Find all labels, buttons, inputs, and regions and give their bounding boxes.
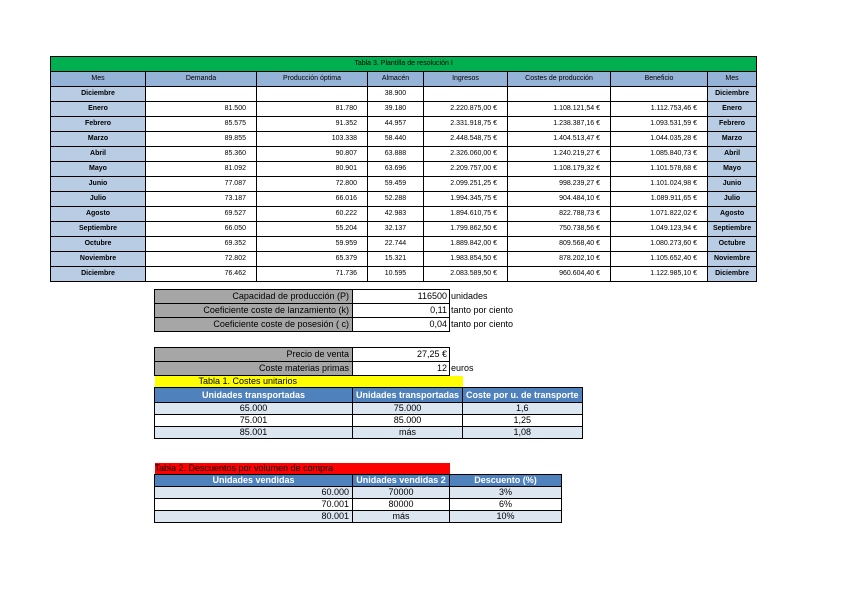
header-beneficio: Beneficio <box>611 72 708 87</box>
cell-mes2: Febrero <box>708 117 757 132</box>
cell-mes: Octubre <box>51 237 146 252</box>
cell-mes2: Diciembre <box>708 87 757 102</box>
cell-produccion: 60.222 <box>257 207 368 222</box>
cell-ingresos: 2.209.757,00 € <box>424 162 508 177</box>
table-row <box>51 87 757 102</box>
cell-ingresos: 1.894.610,75 € <box>424 207 508 222</box>
cell-beneficio: 1.122.985,10 € <box>611 267 708 282</box>
cell-mes: Septiembre <box>51 222 146 237</box>
cell-ingresos: 2.083.589,50 € <box>424 267 508 282</box>
cell-mes: Marzo <box>51 132 146 147</box>
cell-produccion: 90.807 <box>257 147 368 162</box>
cell-mes: Enero <box>51 102 146 117</box>
table-row <box>155 403 583 415</box>
cell-almacen: 15.321 <box>368 252 424 267</box>
t1-header-1: Unidades transportadas <box>155 388 353 403</box>
cell-beneficio: 1.112.753,46 € <box>611 102 708 117</box>
cell-mes2: Julio <box>708 192 757 207</box>
cell-col-3: 3% <box>450 487 562 499</box>
param-label: Coste materias primas <box>155 362 353 376</box>
header-ingresos: Ingresos <box>424 72 508 87</box>
cell-demanda: 85.575 <box>146 117 257 132</box>
table-row <box>51 147 757 162</box>
cell-produccion: 72.800 <box>257 177 368 192</box>
cell-ingresos <box>424 87 508 102</box>
table-row <box>51 207 757 222</box>
cell-col-2: 70000 <box>353 487 450 499</box>
table-row <box>51 102 757 117</box>
t1-header-2: Unidades transportadas <box>353 388 463 403</box>
cell-mes: Julio <box>51 192 146 207</box>
cell-beneficio: 1.093.531,59 € <box>611 117 708 132</box>
cell-almacen: 10.595 <box>368 267 424 282</box>
cell-produccion: 91.352 <box>257 117 368 132</box>
cell-demanda: 69.527 <box>146 207 257 222</box>
cell-ingresos: 1.889.842,00 € <box>424 237 508 252</box>
cell-costes: 904.484,10 € <box>508 192 611 207</box>
header-demanda: Demanda <box>146 72 257 87</box>
cell-beneficio: 1.071.822,02 € <box>611 207 708 222</box>
cell-col-3: 6% <box>450 499 562 511</box>
cell-costes: 998.239,27 € <box>508 177 611 192</box>
cell-demanda: 66.050 <box>146 222 257 237</box>
cell-demanda <box>146 87 257 102</box>
cell-almacen: 44.957 <box>368 117 424 132</box>
table-row <box>51 237 757 252</box>
table-row <box>51 132 757 147</box>
t2-header-3: Descuento (%) <box>450 475 562 487</box>
cell-mes2: Abril <box>708 147 757 162</box>
cell-col-2: 75.000 <box>353 403 463 415</box>
cell-demanda: 73.187 <box>146 192 257 207</box>
price-params <box>154 347 510 376</box>
cell-demanda: 77.087 <box>146 177 257 192</box>
param-value: 0,04 <box>353 318 450 332</box>
cell-almacen: 59.459 <box>368 177 424 192</box>
cell-mes: Diciembre <box>51 267 146 282</box>
cell-ingresos: 2.220.875,00 € <box>424 102 508 117</box>
header-costes: Costes de producción <box>508 72 611 87</box>
cell-beneficio: 1.049.123,94 € <box>611 222 708 237</box>
capacity-params <box>154 289 540 332</box>
cell-mes2: Octubre <box>708 237 757 252</box>
cell-produccion: 103.338 <box>257 132 368 147</box>
cell-col-1: 70.001 <box>155 499 353 511</box>
cell-beneficio: 1.101.024,98 € <box>611 177 708 192</box>
table-row <box>155 499 562 511</box>
cell-ingresos: 2.448.548,75 € <box>424 132 508 147</box>
cell-col-1: 60.000 <box>155 487 353 499</box>
param-unit: unidades <box>451 291 488 301</box>
cell-produccion <box>257 87 368 102</box>
table-row <box>155 487 562 499</box>
cell-demanda: 85.360 <box>146 147 257 162</box>
cell-almacen: 58.440 <box>368 132 424 147</box>
cell-demanda: 69.352 <box>146 237 257 252</box>
cell-produccion: 71.736 <box>257 267 368 282</box>
t2-header-1: Unidades vendidas <box>155 475 353 487</box>
cell-mes: Mayo <box>51 162 146 177</box>
cell-costes: 1.240.219,27 € <box>508 147 611 162</box>
cell-mes: Agosto <box>51 207 146 222</box>
param-unit: tanto por ciento <box>451 305 514 315</box>
param-label: Coeficiente coste de posesión ( c) <box>155 318 353 332</box>
table-row <box>51 252 757 267</box>
cell-col-3: 10% <box>450 511 562 523</box>
table-row <box>51 222 757 237</box>
cell-costes: 1.238.387,16 € <box>508 117 611 132</box>
cell-demanda: 76.462 <box>146 267 257 282</box>
cell-almacen: 42.983 <box>368 207 424 222</box>
cell-ingresos: 1.994.345,75 € <box>424 192 508 207</box>
cell-ingresos: 2.326.060,00 € <box>424 147 508 162</box>
cell-mes2: Enero <box>708 102 757 117</box>
param-unit: euros <box>451 363 474 373</box>
cell-mes2: Junio <box>708 177 757 192</box>
cell-almacen: 63.888 <box>368 147 424 162</box>
cell-col-2: 80000 <box>353 499 450 511</box>
cell-produccion: 59.959 <box>257 237 368 252</box>
param-value: 27,25 € <box>353 348 450 362</box>
cell-produccion: 66.016 <box>257 192 368 207</box>
unit-costs-title: Tabla 1. Costes unitarios <box>155 376 353 388</box>
cell-ingresos: 2.099.251,25 € <box>424 177 508 192</box>
cell-mes2: Septiembre <box>708 222 757 237</box>
cell-costes <box>508 87 611 102</box>
cell-costes: 1.108.121,54 € <box>508 102 611 117</box>
cell-produccion: 65.379 <box>257 252 368 267</box>
cell-costes: 960.604,40 € <box>508 267 611 282</box>
cell-demanda: 81.092 <box>146 162 257 177</box>
cell-ingresos: 1.799.862,50 € <box>424 222 508 237</box>
cell-mes2: Mayo <box>708 162 757 177</box>
cell-mes: Junio <box>51 177 146 192</box>
cell-col-3: 1,08 <box>463 427 583 439</box>
cell-mes2: Marzo <box>708 132 757 147</box>
param-row <box>155 362 510 376</box>
cell-almacen: 38.900 <box>368 87 424 102</box>
param-row <box>155 290 540 304</box>
cell-mes2: Agosto <box>708 207 757 222</box>
cell-almacen: 32.137 <box>368 222 424 237</box>
cell-col-1: 65.000 <box>155 403 353 415</box>
param-value: 0,11 <box>353 304 450 318</box>
cell-costes: 750.738,56 € <box>508 222 611 237</box>
cell-beneficio: 1.085.840,73 € <box>611 147 708 162</box>
cell-almacen: 63.696 <box>368 162 424 177</box>
cell-demanda: 81.500 <box>146 102 257 117</box>
cell-almacen: 52.288 <box>368 192 424 207</box>
param-label: Coeficiente coste de lanzamiento (k) <box>155 304 353 318</box>
table-row <box>155 511 562 523</box>
cell-mes: Abril <box>51 147 146 162</box>
cell-demanda: 72.802 <box>146 252 257 267</box>
cell-almacen: 39.180 <box>368 102 424 117</box>
param-unit: tanto por ciento <box>451 319 514 329</box>
table-row <box>51 177 757 192</box>
cell-demanda: 89.855 <box>146 132 257 147</box>
cell-almacen: 22.744 <box>368 237 424 252</box>
plan-table <box>50 56 757 282</box>
param-value: 12 <box>353 362 450 376</box>
cell-produccion: 80.901 <box>257 162 368 177</box>
t1-header-3: Coste por u. de transporte <box>463 388 583 403</box>
param-unit <box>450 348 510 362</box>
table-row <box>51 117 757 132</box>
cell-beneficio: 1.089.911,65 € <box>611 192 708 207</box>
param-label: Capacidad de producción (P) <box>155 290 353 304</box>
volume-discount-table <box>154 463 562 523</box>
unit-costs-table <box>154 376 583 439</box>
header-almacen: Almacén <box>368 72 424 87</box>
cell-beneficio: 1.101.578,68 € <box>611 162 708 177</box>
cell-col-2: más <box>353 427 463 439</box>
cell-col-1: 85.001 <box>155 427 353 439</box>
cell-produccion: 55.204 <box>257 222 368 237</box>
cell-beneficio: 1.044.035,28 € <box>611 132 708 147</box>
header-mes: Mes <box>51 72 146 87</box>
cell-beneficio: 1.105.652,40 € <box>611 252 708 267</box>
cell-col-1: 80.001 <box>155 511 353 523</box>
plan-table-title: Tabla 3. Plantilla de resolución I <box>51 57 757 72</box>
cell-costes: 809.568,40 € <box>508 237 611 252</box>
cell-beneficio: 1.080.273,60 € <box>611 237 708 252</box>
cell-costes: 1.404.513,47 € <box>508 132 611 147</box>
param-row <box>155 304 540 318</box>
table-row <box>51 267 757 282</box>
cell-mes2: Diciembre <box>708 267 757 282</box>
cell-ingresos: 2.331.918,75 € <box>424 117 508 132</box>
cell-beneficio <box>611 87 708 102</box>
volume-discount-title: Tabla 2. Descuentos por volumen de compra <box>155 463 353 475</box>
t2-header-2: Unidades vendidas 2 <box>353 475 450 487</box>
cell-mes: Diciembre <box>51 87 146 102</box>
cell-col-2: 85.000 <box>353 415 463 427</box>
cell-col-3: 1,25 <box>463 415 583 427</box>
cell-produccion: 81.780 <box>257 102 368 117</box>
cell-col-1: 75.001 <box>155 415 353 427</box>
header-produccion: Producción óptima <box>257 72 368 87</box>
cell-costes: 1.108.179,32 € <box>508 162 611 177</box>
cell-costes: 878.202,10 € <box>508 252 611 267</box>
table-row <box>51 192 757 207</box>
cell-mes: Febrero <box>51 117 146 132</box>
table-row <box>155 415 583 427</box>
table-row <box>51 162 757 177</box>
param-value: 116500 <box>353 290 450 304</box>
cell-costes: 822.788,73 € <box>508 207 611 222</box>
param-row <box>155 318 540 332</box>
cell-mes: Noviembre <box>51 252 146 267</box>
param-row <box>155 348 510 362</box>
header-mes-right: Mes <box>708 72 757 87</box>
table-row <box>155 427 583 439</box>
cell-mes2: Noviembre <box>708 252 757 267</box>
cell-col-3: 1,6 <box>463 403 583 415</box>
param-label: Precio de venta <box>155 348 353 362</box>
cell-col-2: más <box>353 511 450 523</box>
cell-ingresos: 1.983.854,50 € <box>424 252 508 267</box>
